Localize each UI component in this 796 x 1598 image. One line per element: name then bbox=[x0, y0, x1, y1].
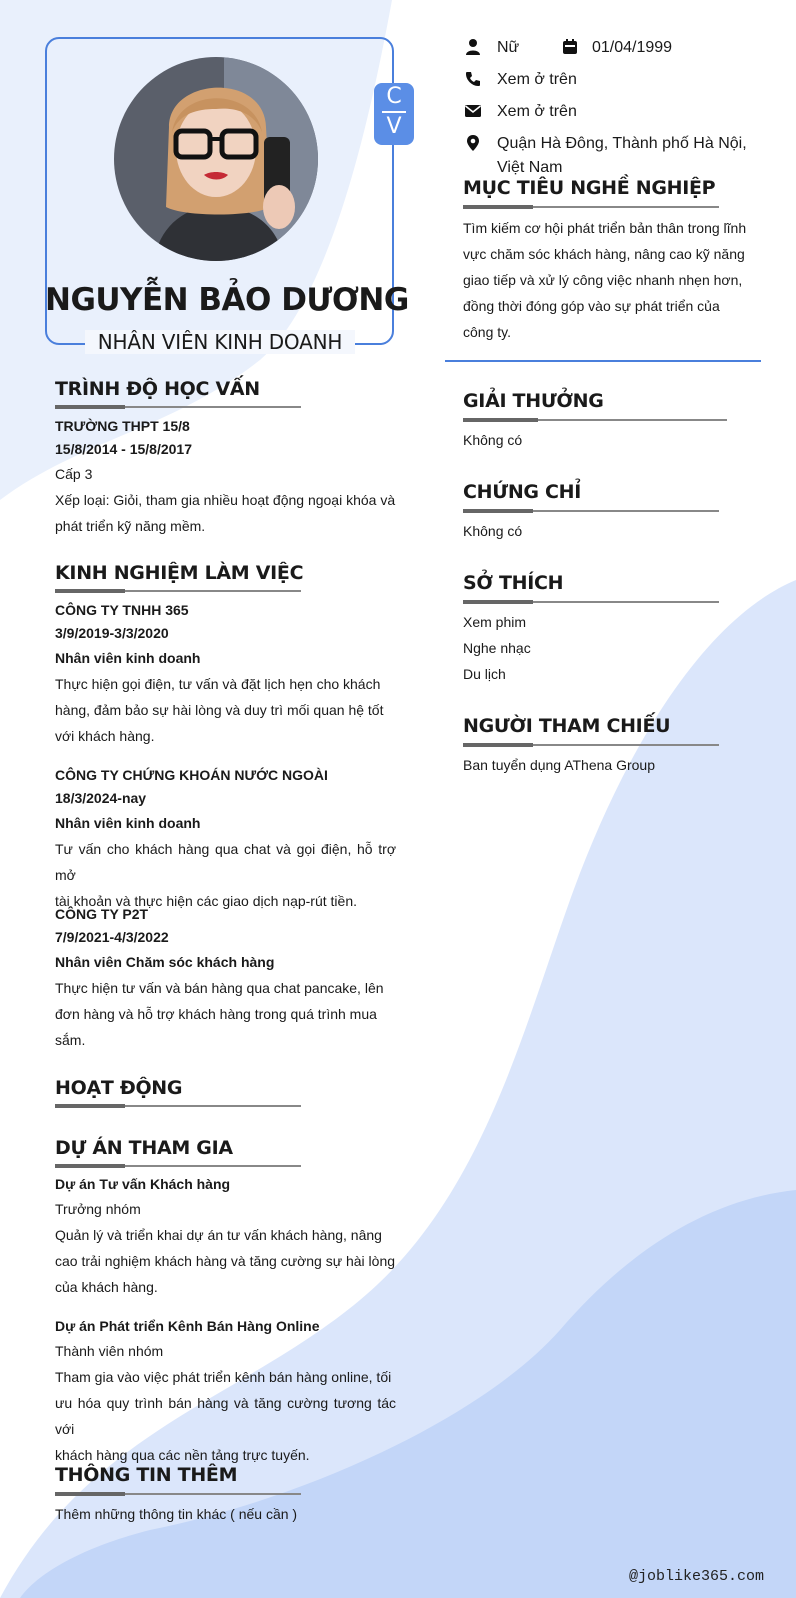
objective-line: giao tiếp và xử lý công việc nhanh nhẹn hơn, bbox=[463, 272, 743, 288]
additional-underline bbox=[55, 1493, 301, 1495]
user-icon bbox=[464, 38, 482, 56]
project-desc-line: của khách hàng. bbox=[55, 1279, 158, 1295]
hobby-item: Xem phim bbox=[463, 614, 527, 630]
job-desc-line: với khách hàng. bbox=[55, 728, 155, 744]
objective-line: công ty. bbox=[463, 324, 511, 340]
location-pin-icon bbox=[464, 134, 482, 152]
certificates-underline bbox=[463, 510, 719, 512]
project-role: Thành viên nhóm bbox=[55, 1343, 164, 1359]
job-desc-line: hàng, đảm bảo sự hài lòng và duy trì mối quan hệ tốt bbox=[55, 702, 384, 718]
job-desc-line: Thực hiện gọi điện, tư vấn và đặt lịch hẹn cho khách bbox=[55, 676, 381, 692]
job-period: 7/9/2021-4/3/2022 bbox=[55, 929, 169, 945]
cv-badge-bottom: V bbox=[386, 114, 402, 139]
job-desc-line: tài khoản và thực hiện các giao dịch nạp-rút tiền. bbox=[55, 893, 357, 909]
job-role: Nhân viên Chăm sóc khách hàng bbox=[55, 954, 275, 970]
project-desc-line: Tham gia vào việc phát triển kênh bán hàng online, tối bbox=[55, 1369, 392, 1385]
objective-line: Tìm kiếm cơ hội phát triển bản thân trong lĩnh bbox=[463, 220, 747, 236]
address-line-2: Việt Nam bbox=[497, 159, 563, 176]
awards-text: Không có bbox=[463, 432, 523, 448]
address-line-1: Quận Hà Đông, Thành phố Hà Nội, bbox=[497, 135, 747, 152]
email: Xem ở trên bbox=[497, 103, 577, 120]
cv-badge bbox=[374, 83, 414, 145]
job-period: 3/9/2019-3/3/2020 bbox=[55, 625, 169, 641]
objective-line: đồng thời đóng góp vào sự phát triển của bbox=[463, 298, 720, 314]
certificates-text: Không có bbox=[463, 523, 523, 539]
job-company: CÔNG TY TNHH 365 bbox=[55, 602, 189, 618]
objective-line: vực chăm sóc khách hàng, nâng cao kỹ năng bbox=[463, 246, 745, 262]
experience-title: KINH NGHIỆM LÀM VIỆC bbox=[55, 562, 304, 584]
hobby-item: Du lịch bbox=[463, 666, 506, 682]
project-role: Trưởng nhóm bbox=[55, 1201, 141, 1217]
awards-underline bbox=[463, 419, 727, 421]
job-company: CÔNG TY P2T bbox=[55, 906, 149, 922]
job-role: Nhân viên kinh doanh bbox=[55, 650, 201, 666]
references-title: NGƯỜI THAM CHIẾU bbox=[463, 715, 671, 737]
education-desc bbox=[55, 487, 396, 539]
education-level: Cấp 3 bbox=[55, 466, 93, 482]
job-desc-line: sắm. bbox=[55, 1032, 86, 1048]
references-underline bbox=[463, 744, 719, 746]
hobby-item: Nghe nhạc bbox=[463, 640, 531, 656]
job-title: NHÂN VIÊN KINH DOANH bbox=[85, 330, 355, 354]
projects-underline bbox=[55, 1165, 301, 1167]
additional-title: THÔNG TIN THÊM bbox=[55, 1464, 238, 1486]
projects-title: DỰ ÁN THAM GIA bbox=[55, 1137, 233, 1159]
full-name: NGUYỄN BẢO DƯƠNG bbox=[45, 282, 409, 318]
objective-title: MỤC TIÊU NGHỀ NGHIỆP bbox=[463, 177, 716, 199]
job-description bbox=[55, 671, 396, 749]
job-company: CÔNG TY CHỨNG KHOÁN NƯỚC NGOÀI bbox=[55, 767, 328, 783]
right-divider bbox=[445, 360, 761, 362]
project-desc-line: Quản lý và triển khai dự án tư vấn khách hàng, nâng bbox=[55, 1227, 382, 1243]
job-desc-line: Thực hiện tư vấn và bán hàng qua chat pancake, lên bbox=[55, 980, 384, 996]
cv-badge-top: C bbox=[386, 84, 402, 109]
hobbies-title: SỞ THÍCH bbox=[463, 572, 564, 594]
education-desc-line: Xếp loại: Giỏi, tham gia nhiều hoạt động ngoại khóa và bbox=[55, 492, 396, 508]
job-role: Nhân viên kinh doanh bbox=[55, 815, 201, 831]
additional-text: Thêm những thông tin khác ( nếu cần ) bbox=[55, 1506, 298, 1522]
education-desc-line: phát triển kỹ năng mềm. bbox=[55, 518, 206, 534]
project-desc-line: ưu hóa quy trình bán hàng và tăng cường tương tác với bbox=[55, 1395, 396, 1437]
job-desc-line: đơn hàng và hỗ trợ khách hàng trong quá trình mua bbox=[55, 1006, 377, 1022]
project-desc-line: cao trải nghiệm khách hàng và tăng cường sự hài lòng bbox=[55, 1253, 396, 1269]
objective-text bbox=[463, 215, 751, 345]
project-name: Dự án Tư vấn Khách hàng bbox=[55, 1176, 231, 1192]
certificates-title: CHỨNG CHỈ bbox=[463, 481, 582, 503]
job-description bbox=[55, 975, 396, 1053]
phone: Xem ở trên bbox=[497, 71, 577, 88]
objective-underline bbox=[463, 206, 719, 208]
avatar bbox=[114, 57, 318, 261]
project-desc-line: khách hàng qua các nền tảng trực tuyến. bbox=[55, 1447, 310, 1463]
education-underline bbox=[55, 406, 301, 408]
gender: Nữ bbox=[497, 39, 520, 56]
experience-underline bbox=[55, 590, 301, 592]
education-period: 15/8/2014 - 15/8/2017 bbox=[55, 441, 193, 457]
project-description bbox=[55, 1364, 396, 1468]
references-text: Ban tuyển dụng AThena Group bbox=[463, 757, 655, 773]
school-name: TRƯỜNG THPT 15/8 bbox=[55, 418, 190, 434]
calendar-icon bbox=[561, 38, 579, 56]
project-description bbox=[55, 1222, 396, 1300]
hobbies-underline bbox=[463, 601, 719, 603]
footer-credit: @joblike365.com bbox=[628, 1568, 764, 1585]
job-period: 18/3/2024-nay bbox=[55, 790, 147, 806]
education-title: TRÌNH ĐỘ HỌC VẤN bbox=[55, 378, 260, 400]
job-desc-line: Tư vấn cho khách hàng qua chat và gọi điện, hỗ trợ mở bbox=[55, 841, 396, 883]
envelope-icon bbox=[464, 102, 482, 120]
awards-title: GIẢI THƯỞNG bbox=[463, 390, 604, 412]
activities-title: HOẠT ĐỘNG bbox=[55, 1077, 183, 1099]
phone-icon bbox=[464, 70, 482, 88]
project-name: Dự án Phát triển Kênh Bán Hàng Online bbox=[55, 1318, 320, 1334]
birthday: 01/04/1999 bbox=[592, 39, 673, 56]
activities-underline bbox=[55, 1105, 301, 1107]
